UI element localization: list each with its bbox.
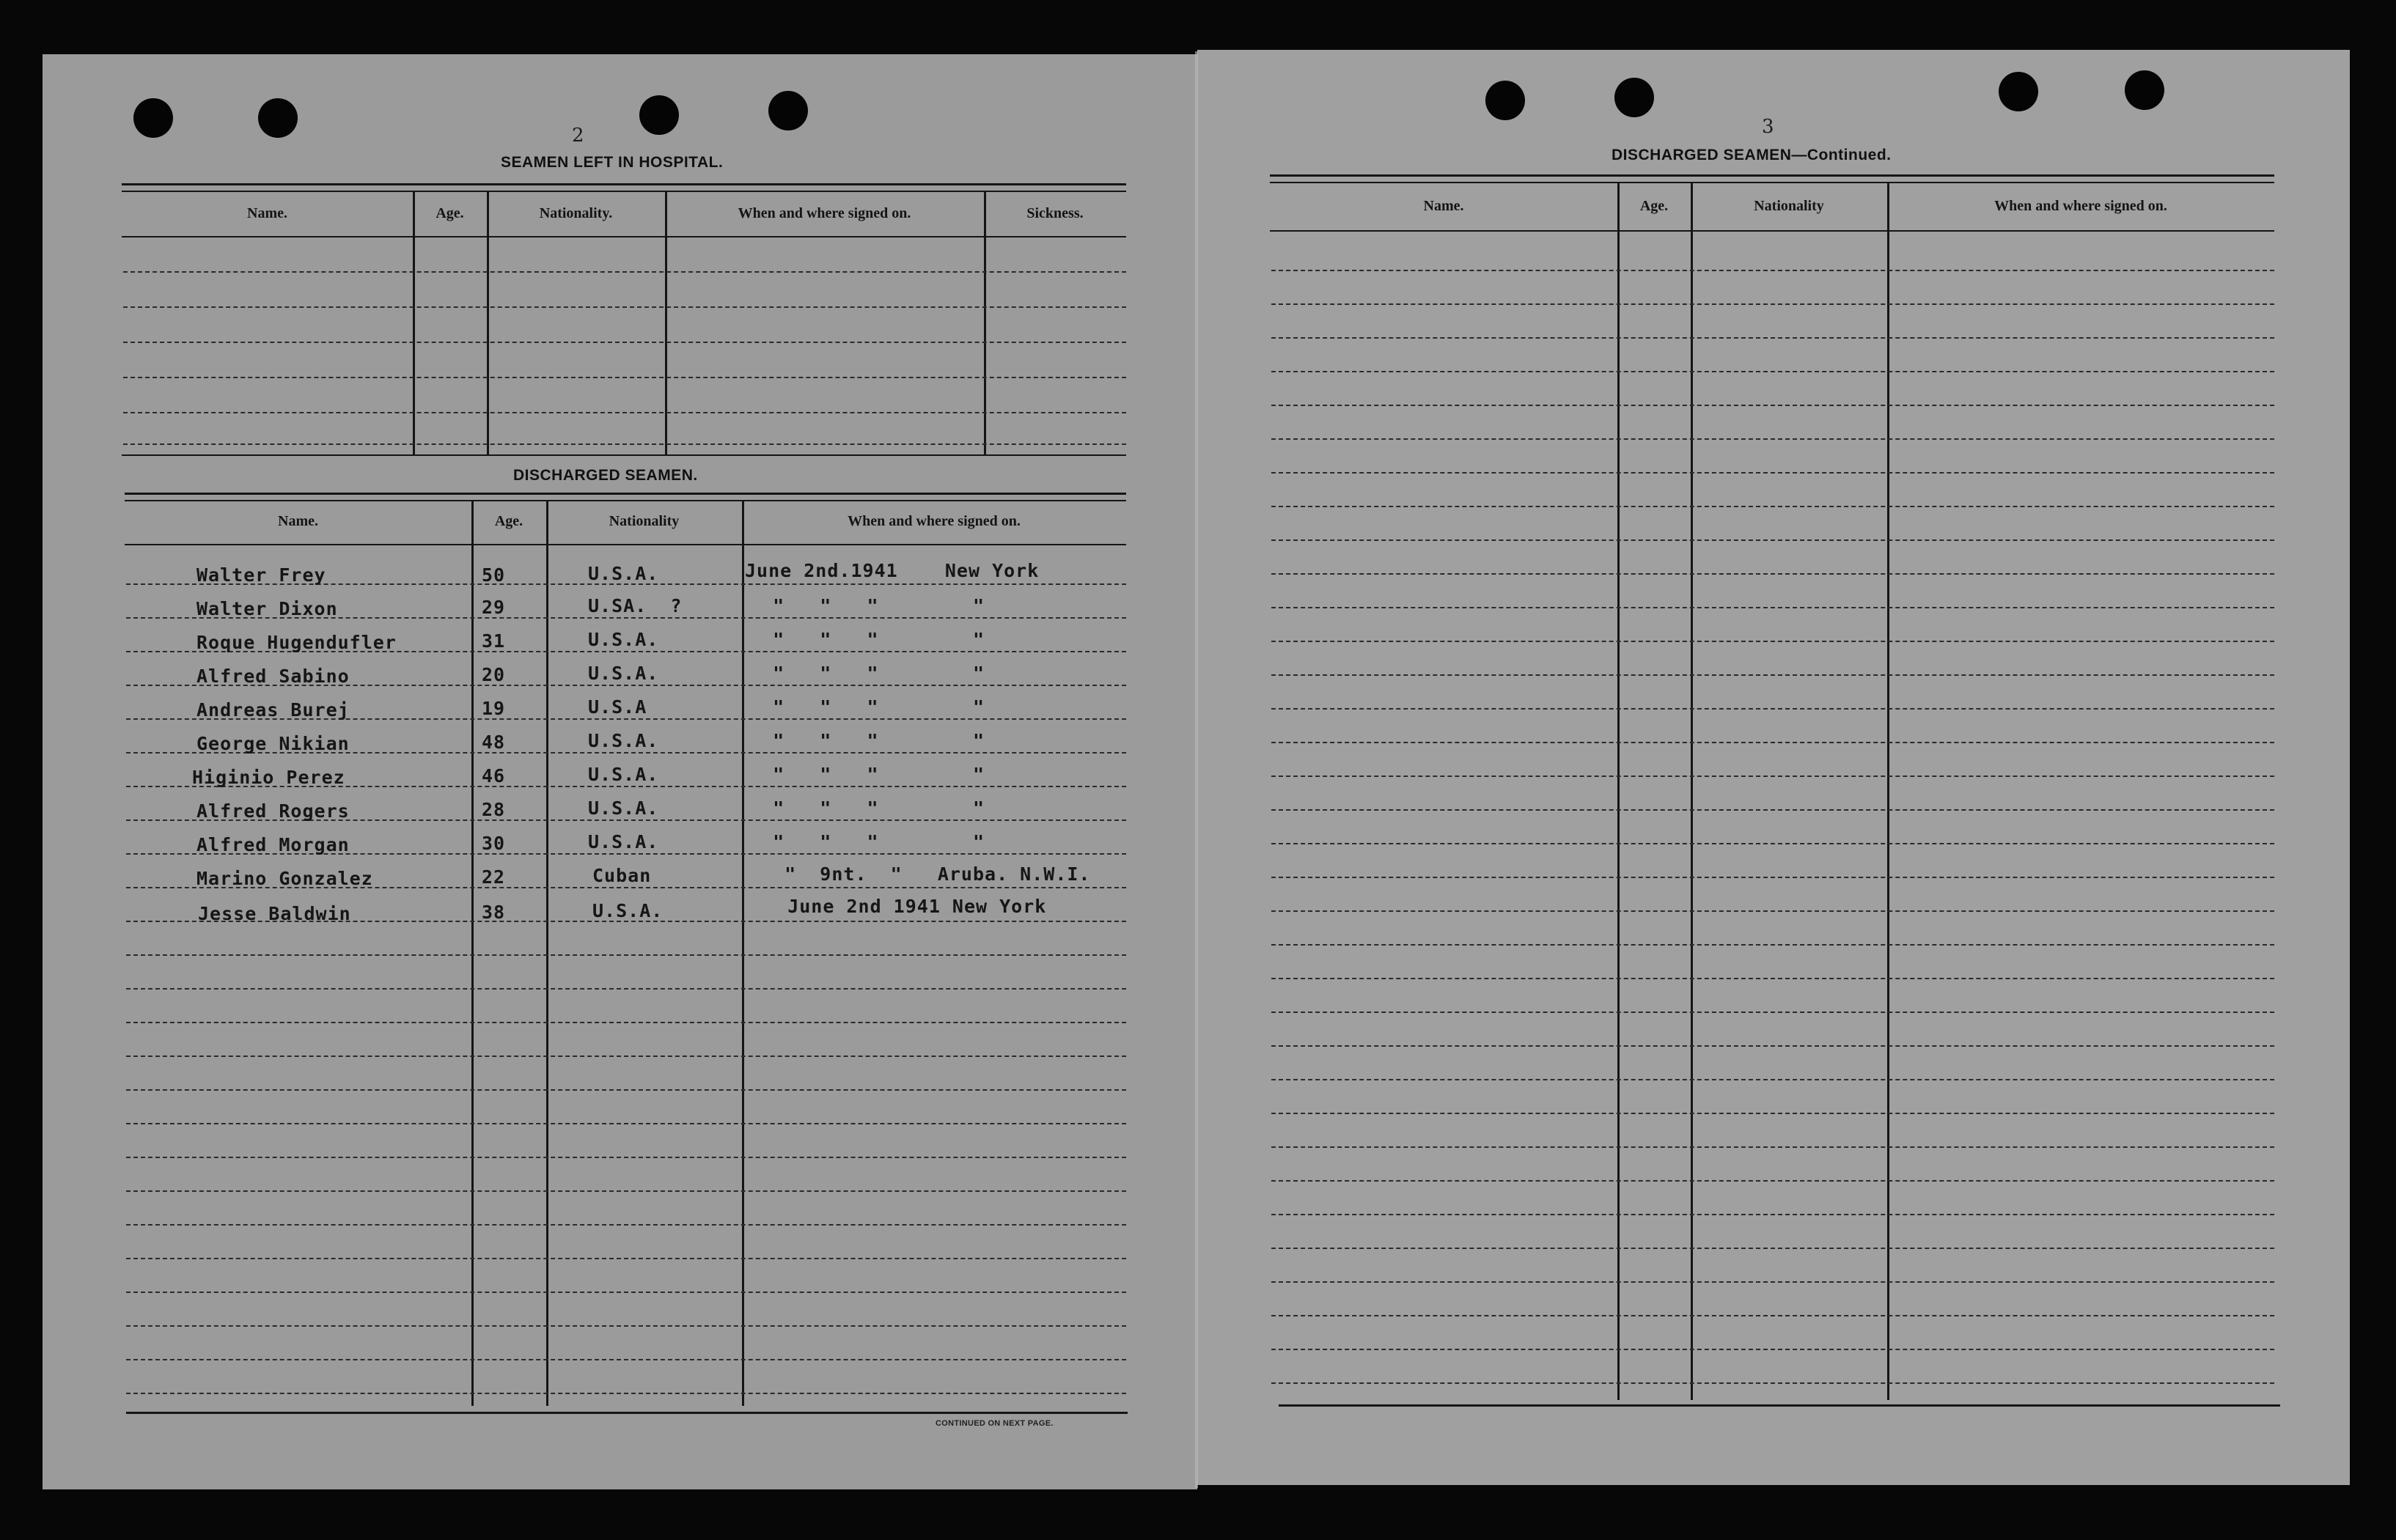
ruled-line xyxy=(1271,607,2274,608)
ruled-line xyxy=(1271,506,2274,507)
seaman-signed-on: " " " " xyxy=(749,629,985,650)
seaman-age: 50 xyxy=(482,564,506,586)
seaman-age: 19 xyxy=(482,698,506,719)
col-header-age: Age. xyxy=(494,513,523,529)
seaman-age: 38 xyxy=(482,902,506,923)
ruled-line xyxy=(1271,1012,2274,1013)
col-header-name: Name. xyxy=(278,513,318,529)
ruled-line xyxy=(1271,1248,2274,1249)
seaman-name: George Nikian xyxy=(196,733,350,754)
col-header-name: Name. xyxy=(1423,198,1464,214)
ruled-line xyxy=(1271,843,2274,844)
rule xyxy=(1270,182,2274,183)
ruled-line xyxy=(1271,1146,2274,1148)
seaman-name: Walter Frey xyxy=(196,564,326,586)
column-divider xyxy=(487,192,489,456)
rule xyxy=(125,500,1126,501)
ruled-line xyxy=(126,988,1126,990)
col-header-signed-on: When and where signed on. xyxy=(1994,198,2167,214)
seaman-age: 31 xyxy=(482,630,506,652)
seaman-nationality: U.S.A. xyxy=(588,629,659,650)
seaman-name: Alfred Sabino xyxy=(196,666,350,687)
seaman-name: Marino Gonzalez xyxy=(196,868,373,889)
rule xyxy=(126,1412,1128,1414)
ruled-line xyxy=(1271,775,2274,777)
col-header-name: Name. xyxy=(247,205,287,221)
rule xyxy=(122,183,1126,185)
ruled-line xyxy=(123,306,1126,308)
discharged-section-title: DISCHARGED SEAMEN. xyxy=(513,467,698,484)
page-number: 3 xyxy=(1762,116,1774,138)
column-divider xyxy=(1887,183,1889,1400)
seaman-nationality: U.S.A. xyxy=(588,730,659,751)
seaman-signed-on: " " " " xyxy=(749,730,985,751)
col-header-age: Age. xyxy=(436,205,464,221)
seaman-age: 28 xyxy=(482,799,506,820)
ruled-line xyxy=(126,1022,1126,1023)
punch-hole xyxy=(258,98,298,138)
ruled-line xyxy=(126,1157,1126,1158)
seaman-signed-on: " " " " xyxy=(749,595,985,616)
ruled-line xyxy=(1271,1281,2274,1283)
continued-note: CONTINUED ON NEXT PAGE. xyxy=(936,1419,1054,1428)
ruled-line xyxy=(1271,1180,2274,1182)
ruled-line xyxy=(126,1089,1126,1091)
ruled-line xyxy=(126,1292,1126,1293)
rule xyxy=(125,493,1126,495)
ruled-line xyxy=(123,412,1126,413)
seaman-age: 48 xyxy=(482,732,506,753)
column-divider xyxy=(546,501,548,1406)
ruled-line xyxy=(1271,910,2274,912)
ruled-line xyxy=(123,377,1126,378)
continued-section-title: DISCHARGED SEAMEN—Continued. xyxy=(1612,147,1892,163)
ruled-line xyxy=(1271,472,2274,474)
ruled-line xyxy=(1271,742,2274,743)
seaman-nationality: U.S.A. xyxy=(588,831,659,852)
ruled-line xyxy=(1271,978,2274,979)
ruled-line xyxy=(1271,1045,2274,1047)
seaman-name: Alfred Morgan xyxy=(196,834,350,855)
column-divider xyxy=(413,192,415,456)
punch-hole xyxy=(639,95,679,135)
column-divider xyxy=(1691,183,1693,1400)
ruled-line xyxy=(1271,674,2274,676)
seaman-nationality: U.SA. ? xyxy=(588,595,683,616)
seaman-name: Walter Dixon xyxy=(196,598,338,619)
ruled-line xyxy=(123,443,1126,445)
col-header-sickness: Sickness. xyxy=(1026,205,1084,221)
seaman-signed-on: " 9nt. " Aruba. N.W.I. xyxy=(749,863,1091,885)
column-divider xyxy=(665,192,667,456)
ruled-line xyxy=(1271,270,2274,271)
seaman-signed-on: " " " " xyxy=(749,764,985,785)
ruled-line xyxy=(1271,539,2274,541)
ruled-line xyxy=(126,1359,1126,1360)
ruled-line xyxy=(126,1055,1126,1057)
seaman-signed-on: " " " " xyxy=(749,663,985,684)
ruled-line xyxy=(1271,1315,2274,1316)
col-header-nationality: Nationality. xyxy=(539,205,613,221)
column-divider xyxy=(742,501,744,1406)
seaman-name: Higinio Perez xyxy=(192,767,345,788)
page-fold xyxy=(1195,51,1198,1488)
page-number: 2 xyxy=(572,125,584,147)
seaman-signed-on: June 2nd 1941 New York xyxy=(741,896,1047,917)
ruled-line xyxy=(1271,371,2274,372)
seaman-nationality: U.S.A. xyxy=(592,900,664,921)
rule xyxy=(122,454,1126,456)
ruled-line xyxy=(126,1190,1126,1192)
seaman-nationality: Cuban xyxy=(592,865,652,886)
ruled-line xyxy=(126,954,1126,956)
col-header-age: Age. xyxy=(1639,198,1669,214)
ruled-line xyxy=(1271,405,2274,406)
ruled-line xyxy=(123,342,1126,343)
seaman-nationality: U.S.A. xyxy=(588,764,659,785)
col-header-signed-on: When and where signed on. xyxy=(848,513,1021,529)
seaman-age: 46 xyxy=(482,765,506,786)
seaman-name: Jesse Baldwin xyxy=(198,903,351,924)
seaman-nationality: U.S.A. xyxy=(588,797,659,819)
seaman-name: Andreas Burej xyxy=(196,699,350,721)
col-header-nationality: Nationality xyxy=(609,513,680,529)
ruled-line xyxy=(1271,641,2274,642)
rule xyxy=(1270,174,2274,177)
seaman-age: 20 xyxy=(482,664,506,685)
seaman-signed-on: June 2nd.1941 New York xyxy=(745,560,1040,581)
seaman-name: Alfred Rogers xyxy=(196,800,350,822)
seaman-age: 30 xyxy=(482,833,506,854)
seaman-signed-on: " " " " xyxy=(749,797,985,819)
seaman-name: Roque Hugendufler xyxy=(196,632,397,653)
ruled-line xyxy=(126,1224,1126,1226)
col-header-nationality: Nationality xyxy=(1754,198,1824,214)
col-header-signed-on: When and where signed on. xyxy=(738,205,911,221)
ruled-line xyxy=(126,1325,1126,1327)
rule xyxy=(122,191,1126,192)
ruled-line xyxy=(1271,1079,2274,1080)
rule xyxy=(125,544,1126,545)
punch-hole xyxy=(2125,70,2164,110)
ruled-line xyxy=(1271,1214,2274,1215)
rule xyxy=(1279,1404,2280,1407)
ruled-line xyxy=(1271,708,2274,710)
punch-hole xyxy=(768,91,808,130)
ruled-line xyxy=(126,1258,1126,1259)
seaman-nationality: U.S.A. xyxy=(588,563,659,584)
ruled-line xyxy=(126,1393,1126,1394)
ruled-line xyxy=(1271,573,2274,575)
ruled-line xyxy=(1271,337,2274,339)
punch-hole xyxy=(1614,78,1654,117)
ruled-line xyxy=(1271,944,2274,946)
seaman-signed-on: " " " " xyxy=(749,696,985,718)
ruled-line xyxy=(1271,1113,2274,1114)
ruled-line xyxy=(1271,809,2274,811)
seaman-age: 29 xyxy=(482,597,506,618)
punch-hole xyxy=(1485,81,1525,120)
column-divider xyxy=(1617,183,1620,1400)
ruled-line xyxy=(1271,303,2274,305)
ruled-line xyxy=(1271,877,2274,878)
seaman-signed-on: " " " " xyxy=(749,831,985,852)
hospital-section-title: SEAMEN LEFT IN HOSPITAL. xyxy=(501,154,724,171)
column-divider xyxy=(471,501,474,1406)
ruled-line xyxy=(1271,1349,2274,1350)
ruled-line xyxy=(123,271,1126,273)
ruled-line xyxy=(1271,438,2274,440)
rule xyxy=(1270,230,2274,232)
ruled-line xyxy=(1271,1382,2274,1384)
right-page-sheet xyxy=(1197,50,2350,1485)
punch-hole xyxy=(133,98,173,138)
column-divider xyxy=(984,192,986,456)
ruled-line xyxy=(126,1123,1126,1124)
punch-hole xyxy=(1999,72,2038,111)
seaman-nationality: U.S.A. xyxy=(588,663,659,684)
rule xyxy=(122,236,1126,237)
seaman-nationality: U.S.A xyxy=(588,696,647,718)
seaman-age: 22 xyxy=(482,866,506,888)
